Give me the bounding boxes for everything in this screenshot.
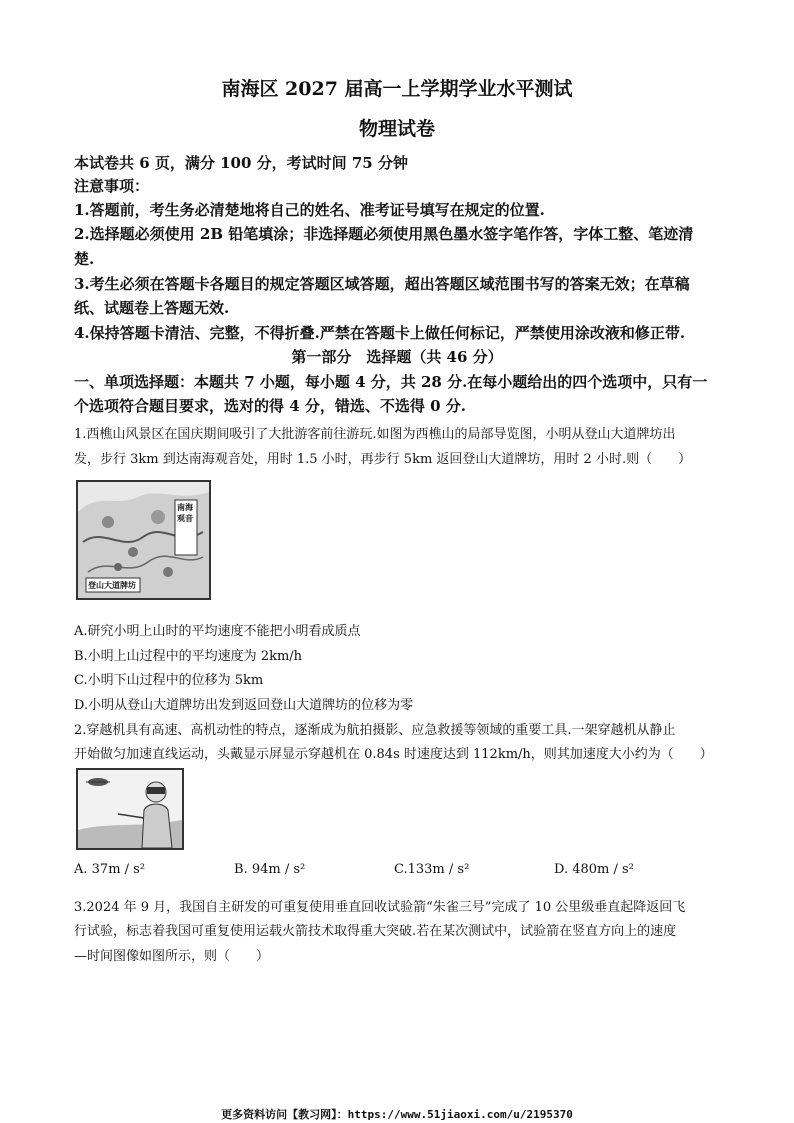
map-label-guanyin: 南海观音 (177, 502, 193, 523)
q1-option-b: B.小明上山过程中的平均速度为 2km/h (74, 649, 303, 664)
notice-heading: 注意事项： (74, 177, 150, 195)
footer-link[interactable]: 更多资料访问【教习网】：https://www.51jiaoxi.com/u/2195370 (221, 1108, 573, 1121)
map-label-archway: 登山大道牌坊 (88, 580, 136, 590)
drone-pilot-illustration (76, 768, 184, 850)
drone-pilot-drawing (78, 770, 182, 848)
q2-option-d: D. 480m / s² (554, 862, 634, 877)
q2-stem-line2: 开始做匀加速直线运动，头戴显示屏显示穿越机在 0.84s 时速度达到 112km/h，则其加速度大小约为（ ） (74, 747, 713, 762)
exam-subject: 物理试卷 (358, 118, 435, 140)
q3-stem-line2: 行试验，标志着我国可重复使用运载火箭技术取得重大突破.若在某次测试中，试验箭在竖直方向上的速度 (74, 924, 677, 939)
q3-stem-line1: 3.2024 年 9 月，我国自主研发的可重复使用垂直回收试验箭“朱雀三号”完成了 10 公里级垂直起降返回飞 (74, 900, 686, 915)
q2-option-c: C.133m / s² (394, 862, 470, 877)
section-instructions-line2: 个选项符合题目要求，选对的得 4 分，错选、不选得 0 分. (74, 397, 466, 415)
notice-item-4: 4.保持答题卡清洁、完整，不得折叠.严禁在答题卡上做任何标记，严禁使用涂改液和修正带. (74, 324, 686, 342)
q2-stem-line1: 2.穿越机具有高速、高机动性的特点，逐渐成为航拍摄影、应急救援等领域的重要工具.一架穿越机从静止 (74, 723, 676, 738)
notice-item-3-line1: 3.考生必须在答题卡各题目的规定答题区域答题，超出答题区域范围书写的答案无效；在草稿 (74, 275, 690, 293)
q1-stem-line1: 1.西樵山风景区在国庆期间吸引了大批游客前往游玩.如图为西樵山的局部导览图，小明从登山大道牌坊出 (74, 427, 676, 442)
q1-option-d: D.小明从登山大道牌坊出发到返回登山大道牌坊的位移为零 (74, 698, 414, 713)
exam-title: 南海区 2027 届高一上学期学业水平测试 (221, 78, 573, 100)
q1-option-c: C.小明下山过程中的位移为 5km (74, 673, 264, 688)
xiqiao-mountain-map (76, 480, 211, 600)
q2-option-a: A. 37m / s² (74, 862, 146, 877)
q1-stem-line2: 发，步行 3km 到达南海观音处，用时 1.5 小时，再步行 5km 返回登山大道牌坊，用时 2 小时.则（ ） (74, 452, 692, 467)
notice-item-3-line2: 纸、试题卷上答题无效. (74, 299, 230, 317)
q1-option-a: A.研究小明上山时的平均速度不能把小明看成质点 (74, 624, 361, 639)
notice-item-2-line1: 2.选择题必须使用 2B 铅笔填涂；非选择题必须使用黑色墨水签字笔作答，字体工整、笔迹清 (74, 225, 694, 243)
notice-item-1: 1.答题前，考生务必清楚地将自己的姓名、准考证号填写在规定的位置. (74, 201, 545, 219)
section-instructions-line1: 一、单项选择题：本题共 7 小题，每小题 4 分，共 28 分.在每小题给出的四个选项中，只有一 (74, 373, 708, 391)
exam-info: 本试卷共 6 页，满分 100 分，考试时间 75 分钟 (74, 154, 408, 172)
part1-title: 第一部分 选择题（共 46 分） (291, 348, 503, 366)
notice-item-2-line2: 楚. (74, 250, 95, 268)
q3-stem-line3: —时间图像如图所示，则（ ） (74, 949, 270, 964)
q2-option-b: B. 94m / s² (234, 862, 306, 877)
